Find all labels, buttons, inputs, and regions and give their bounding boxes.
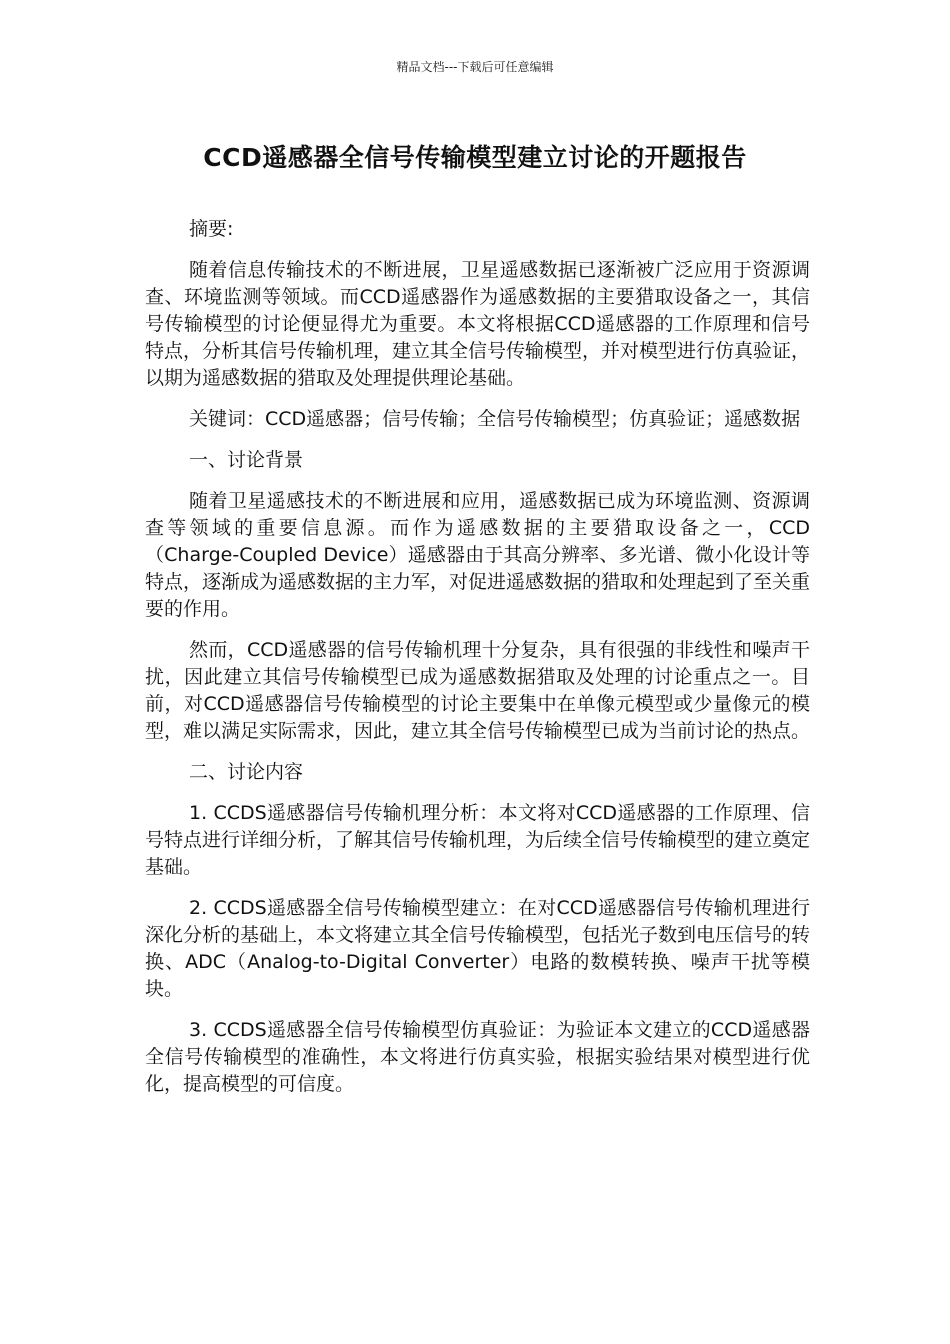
- keywords-paragraph: 关键词：CCD遥感器；信号传输；全信号传输模型；仿真验证；遥感数据: [189, 408, 801, 430]
- section-heading-background: 一、讨论背景: [189, 449, 304, 471]
- abstract-heading: 摘要:: [189, 218, 234, 240]
- content-item-1: 1. CCDS遥感器信号传输机理分析：本文将对CCD遥感器的工作原理、信号特点进行详细分析，了解其信号传输机理，为后续全信号传输模型的建立奠定基础。: [145, 802, 811, 878]
- page-header-note: 精品文档---下载后可任意编辑: [396, 60, 554, 74]
- background-paragraph-2: 然而，CCD遥感器的信号传输机理十分复杂，具有很强的非线性和噪声干扰，因此建立其信号传输模型已成为遥感数据猎取及处理的讨论重点之一。目前，对CCD遥感器信号传输模型的讨论主要集中在单像元模型或少量像元的模型，难以满足实际需求，因此，建立其全信号传输模型已成为当前讨论的热点。: [145, 639, 811, 742]
- background-paragraph-1: 随着卫星遥感技术的不断进展和应用，遥感数据已成为环境监测、资源调查等领域的重要信息源。而作为遥感数据的主要猎取设备之一，CCD（Charge-Coupled Device）遥感器由于其高分辨率、多光谱、微小化设计等特点，逐渐成为遥感数据的主力军，对促进遥感数据的猎取和处理起到了至关重要的作用。: [145, 490, 811, 620]
- abstract-paragraph: 随着信息传输技术的不断进展，卫星遥感数据已逐渐被广泛应用于资源调查、环境监测等领域。而CCD遥感器作为遥感数据的主要猎取设备之一，其信号传输模型的讨论便显得尤为重要。本文将根据CCD遥感器的工作原理和信号特点，分析其信号传输机理，建立其全信号传输模型，并对模型进行仿真验证，以期为遥感数据的猎取及处理提供理论基础。: [145, 259, 811, 389]
- content-item-3: 3. CCDS遥感器全信号传输模型仿真验证：为验证本文建立的CCD遥感器全信号传输模型的准确性，本文将进行仿真实验，根据实验结果对模型进行优化，提高模型的可信度。: [145, 1019, 810, 1095]
- document-title: CCD遥感器全信号传输模型建立讨论的开题报告: [203, 143, 747, 172]
- document-body: [145, 216, 810, 1112]
- section-heading-content: 二、讨论内容: [189, 761, 304, 783]
- content-item-2: 2. CCDS遥感器全信号传输模型建立：在对CCD遥感器信号传输机理进行深化分析的基础上，本文将建立其全信号传输模型，包括光子数到电压信号的转换、ADC（Analog-to-Digital Converter）电路的数模转换、噪声干扰等模块。: [145, 897, 811, 1000]
